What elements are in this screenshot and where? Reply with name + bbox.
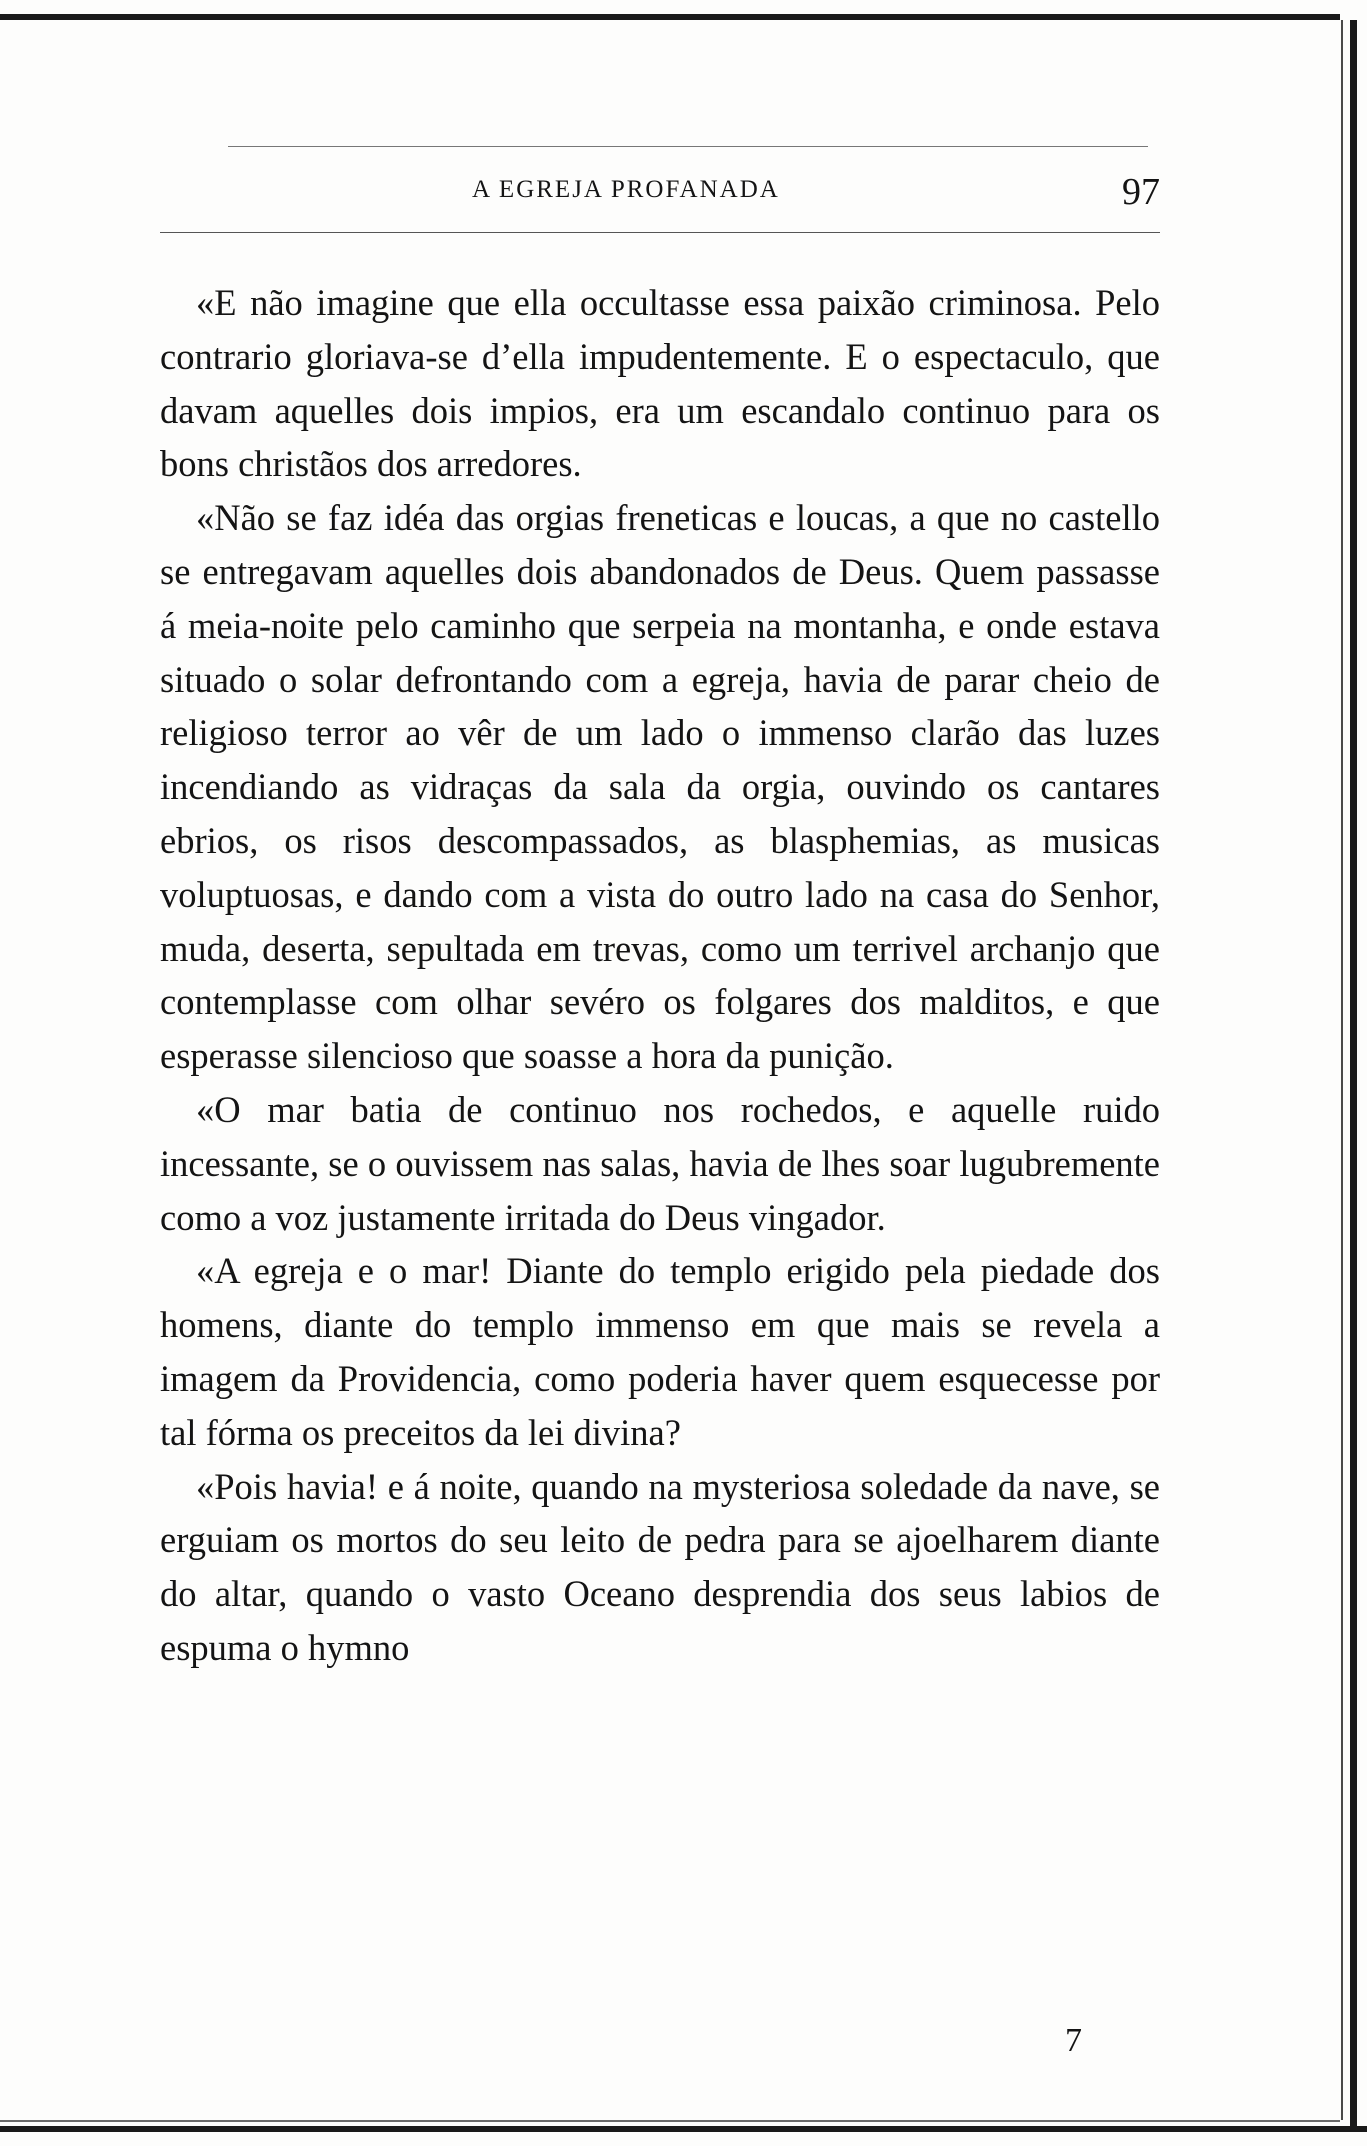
header-bottom-rule bbox=[160, 232, 1160, 233]
paragraph: «E não imagine que ella occultasse essa paixão criminosa. Pelo contrario gloriava-se d’ella impudentemente. E o espectaculo, que davam aquelles dois impios, era um escandalo continuo para os bons christãos dos arredores. bbox=[160, 282, 1160, 485]
scan-edge-top bbox=[0, 14, 1340, 20]
scan-edge-bottom-inner bbox=[0, 2120, 1340, 2122]
scan-edge-right-inner bbox=[1341, 20, 1343, 2120]
signature-mark: 7 bbox=[1065, 2022, 1082, 2059]
paragraph: «Não se faz idéa das orgias freneticas e loucas, a que no castello se entregavam aquelles dois abandonados de Deus. Quem passasse á meia-noite pelo caminho que serpeia na montanha, e onde estava situado o solar defrontando com a egreja, havia de parar cheio de religioso terror ao vêr de um lado o immenso clarão das luzes incendiando as vidraças da sala da orgia, ouvindo os cantares ebrios, os risos descompassados, as blasphemias, as musicas voluptuosas, e dando com a vista do outro lado na casa do Senhor, muda, deserta, sepultada em trevas, como um terrivel archanjo que contemplasse com olhar sevéro os folgares dos malditos, e que esperasse silencioso que soasse a hora da punição. bbox=[160, 497, 1160, 1077]
paragraph: «Pois havia! e á noite, quando na mysteriosa soledade da nave, se erguiam os mortos do seu leito de pedra para se ajoelharem diante do altar, quando o vasto Oceano desprendia dos seus labios de espuma o hymno bbox=[160, 1465, 1160, 1668]
body-text bbox=[160, 276, 1160, 1675]
header-top-rule bbox=[228, 146, 1148, 147]
paragraph: «A egreja e o mar! Diante do templo erigido pela piedade dos homens, diante do templo immenso em que mais se revela a imagem da Providencia, como poderia haver quem esquecesse por tal fórma os preceitos da lei divina? bbox=[160, 1250, 1160, 1453]
scan-edge-right bbox=[1350, 20, 1357, 2130]
running-head bbox=[160, 170, 1160, 213]
scan-edge-bottom bbox=[0, 2126, 1367, 2132]
paragraph: «O mar batia de continuo nos rochedos, e aquelle ruido incessante, se o ouvissem nas salas, havia de lhes soar lugubremente como a voz justamente irritada do Deus vingador. bbox=[160, 1088, 1160, 1238]
running-title: A EGREJA PROFANADA bbox=[472, 176, 780, 203]
page-number: 97 bbox=[1122, 171, 1160, 213]
